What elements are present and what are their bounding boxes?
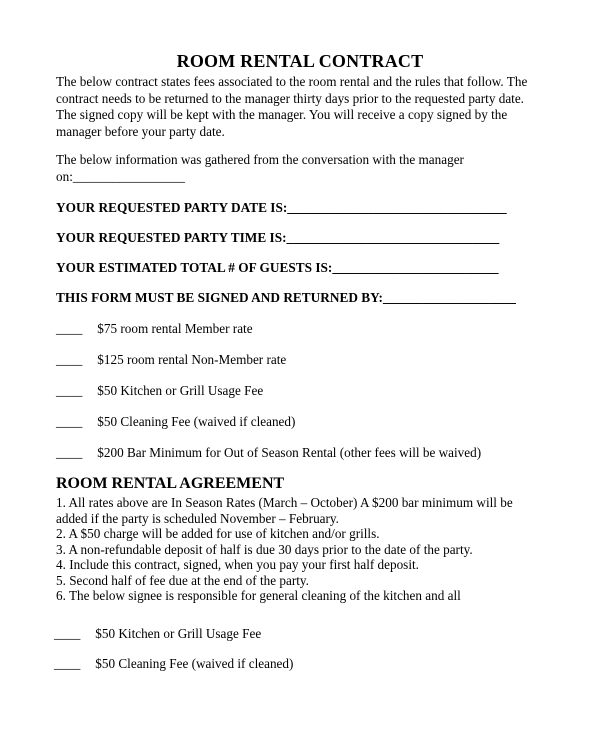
document-title: ROOM RENTAL CONTRACT (176, 51, 424, 71)
info-paragraph (56, 152, 566, 185)
agreement-line: added if the party is scheduled November – February. (56, 510, 339, 526)
fee-option-bar-minimum[interactable] (56, 445, 481, 461)
fee-option-cleaning[interactable] (56, 414, 295, 430)
intro-line: manager before your party date. (56, 123, 225, 139)
intro-line: contract needs to be returned to the manager thirty days prior to the requested party date. (56, 90, 524, 106)
fee-checkbox-blank[interactable]: ____ (56, 445, 83, 460)
info-line: The below information was gathered from the conversation with the manager (56, 152, 464, 167)
fee-option-label: $200 Bar Minimum for Out of Season Rental (other fees will be waived) (97, 445, 482, 460)
fee-option-label: $50 Kitchen or Grill Usage Fee (95, 626, 262, 641)
fee-checkbox-blank[interactable]: ____ (56, 383, 83, 398)
agreement-list (56, 495, 576, 604)
agreement-line: 6. The below signee is responsible for general cleaning of the kitchen and all (56, 588, 461, 603)
signee-fee-kitchen-grill[interactable] (54, 626, 261, 642)
party-time-field[interactable]: YOUR REQUESTED PARTY TIME IS:________________________________ (56, 230, 500, 245)
fee-checkbox-blank[interactable]: ____ (56, 414, 83, 429)
guest-count-field[interactable]: YOUR ESTIMATED TOTAL # OF GUESTS IS:_________________________ (56, 260, 499, 275)
fee-option-member-rate[interactable] (56, 321, 253, 337)
agreement-line: 3. A non-refundable deposit of half is due 30 days prior to the date of the party. (56, 541, 473, 557)
fee-option-label: $50 Cleaning Fee (waived if cleaned) (95, 656, 294, 671)
fee-option-label: $75 room rental Member rate (97, 321, 253, 336)
manager-conversation-date-field[interactable]: on:_________________ (56, 168, 185, 184)
fee-checkbox-blank[interactable]: ____ (56, 321, 83, 336)
fee-option-label: $50 Cleaning Fee (waived if cleaned) (97, 414, 296, 429)
fee-checkbox-blank[interactable]: ____ (54, 656, 81, 671)
fee-checkbox-blank[interactable]: ____ (56, 352, 83, 367)
fee-option-kitchen-grill[interactable] (56, 383, 263, 399)
intro-paragraph (56, 74, 566, 140)
party-date-field[interactable]: YOUR REQUESTED PARTY DATE IS:_________________________________ (56, 200, 507, 215)
return-by-date-field[interactable]: THIS FORM MUST BE SIGNED AND RETURNED BY:____________________ (56, 290, 516, 305)
fee-option-label: $125 room rental Non-Member rate (97, 352, 287, 367)
agreement-heading: ROOM RENTAL AGREEMENT (56, 475, 285, 492)
agreement-line: 1. All rates above are In Season Rates (March – October) A $200 bar minimum will be (56, 495, 513, 510)
fee-checkbox-blank[interactable]: ____ (54, 626, 81, 641)
agreement-line: 2. A $50 charge will be added for use of kitchen and/or grills. (56, 526, 380, 541)
signee-fee-cleaning[interactable] (54, 656, 293, 672)
intro-line: The below contract states fees associated to the room rental and the rules that follow. The (56, 74, 528, 89)
fee-option-non-member-rate[interactable] (56, 352, 286, 368)
fee-option-label: $50 Kitchen or Grill Usage Fee (97, 383, 264, 398)
agreement-line: 4. Include this contract, signed, when you pay your first half deposit. (56, 557, 419, 572)
agreement-line: 5. Second half of fee due at the end of the party. (56, 572, 309, 588)
intro-line: The signed copy will be kept with the manager. You will receive a copy signed by the (56, 107, 508, 122)
